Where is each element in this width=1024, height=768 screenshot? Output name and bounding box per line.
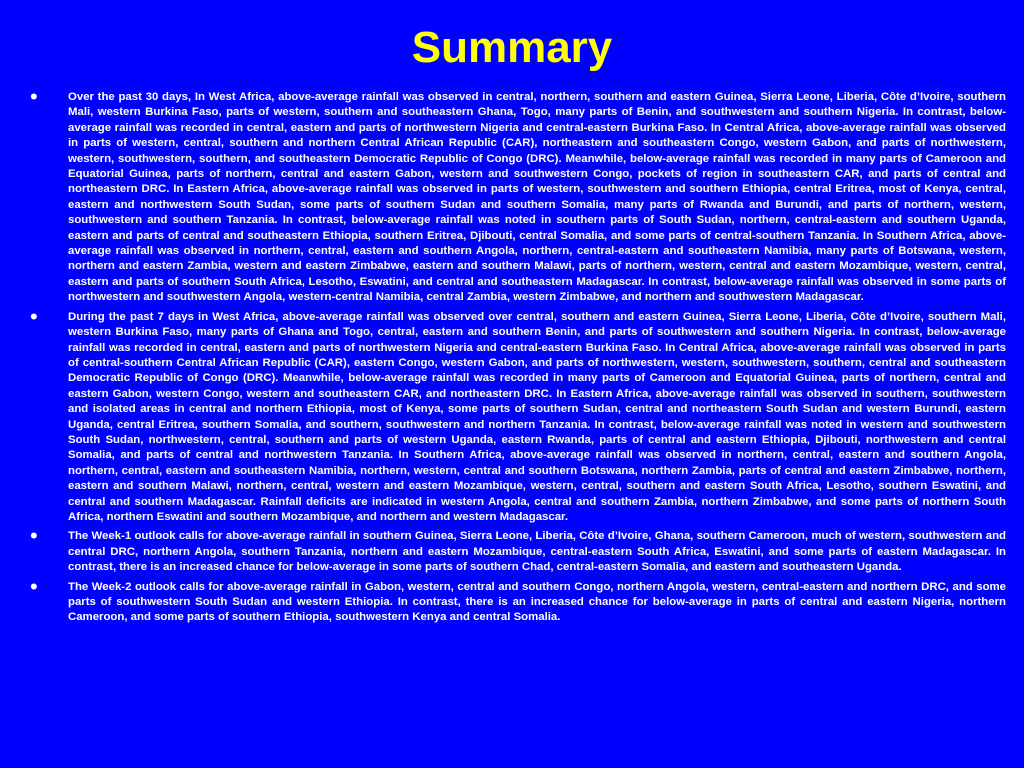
slide-title: Summary bbox=[411, 23, 613, 72]
bullet-item-week1 bbox=[30, 523, 1006, 575]
bullet-icon: • bbox=[30, 573, 38, 599]
bullet-item-7day bbox=[30, 303, 1006, 526]
bullet-text-week1: The Week-1 outlook calls for above-average rainfall in southern Guinea, Sierra Leone, Liberia, Côte d’Ivoire, Ghana, southern Cameroon, much of western, southwestern and central DRC, northern Angola, southern Tanzania, northern and eastern Mozambique, central-eastern South Africa, Eswatini, and some parts of eastern Madagascar. In contrast, there is an increased chance for below-average in some parts of southern Chad, central-eastern Somalia, and eastern and southeastern Uganda. bbox=[68, 530, 1006, 574]
bullet-text-week2: The Week-2 outlook calls for above-average rainfall in Gabon, western, central and southern Congo, northern Angola, western, central-eastern and northern DRC, and some parts of southwestern South Sudan and western Ethiopia. In contrast, there is an increased chance for below-average in parts of central and eastern Nigeria, northern Cameroon, and some parts of southern Ethiopia, southwestern Kenya and central Somalia. bbox=[68, 580, 1006, 624]
bullet-icon: • bbox=[30, 303, 38, 329]
bullet-list bbox=[30, 84, 1006, 630]
bullet-icon: • bbox=[30, 84, 38, 109]
bullet-text-30day: Over the past 30 days, In West Africa, above-average rainfall was observed in central, northern, southern and eastern Guinea, Sierra Leone, Liberia, Côte d’Ivoire, southern Mali, western Burkina Faso, parts of western, southern and southeastern Ghana, Togo, many parts of Benin, and southwestern and southern Nigeria. In contrast, below-average rainfall was recorded in central, eastern and parts of northwestern Nigeria and central-eastern Burkina Faso. In Central Africa, above-average rainfall was observed in parts of western, central, southern and northern Central African Republic (CAR), northeastern and southeastern Congo, western Gabon, and parts of northwestern, western, southwestern, southern, and southeastern Democratic Republic of Congo (DRC). Meanwhile, below-average rainfall was recorded in many parts of Cameroon and Equatorial Guinea, parts of northern, central and eastern Gabon, western and southwestern Congo, pockets of region in southeastern CAR, and parts of central and northeastern DRC. In Eastern Africa, above-average rainfall was observed in parts of western, southwestern and southern Ethiopia, central Eritrea, most of Kenya, central, eastern and northwestern South Sudan, some parts of southern Sudan and southern Somalia, many parts of Rwanda and Burundi, and parts of northern, western, southwestern and southern Tanzania. In contrast, below-average rainfall was noted in southern parts of South Sudan, northern, central-eastern and southern Uganda, eastern and parts of central and southeastern Ethiopia, southern Eritrea, Djibouti, central Somalia, and some parts of central-southern Tanzania. In Southern Africa, above-average rainfall was observed in northern, central, eastern and southern Angola, northern, central-eastern and southeastern Namibia, many parts of Botswana, western, northern and eastern Zambia, western and eastern Zimbabwe, eastern and southern Malawi, parts of northern, western, central and eastern Mozambique, western, central, eastern and parts of southern South Africa, Lesotho, Eswatini, and central and southeastern Madagascar. In contrast, below-average rainfall was observed in some parts of northwestern and southwestern Angola, western-central Namibia, central Zambia, western Zimbabwe, and northern and southwestern Madagascar. bbox=[68, 91, 1006, 304]
bullet-text-7day: During the past 7 days in West Africa, above-average rainfall was observed over central, southern and eastern Guinea, Sierra Leone, Liberia, Côte d’Ivoire, southern Mali, western Burkina Faso, many parts of Ghana and Togo, central, eastern and southern Benin, and parts of southwestern and southern Nigeria. In contrast, below-average rainfall was recorded in central, eastern and parts of northwestern Nigeria and central-eastern Burkina Faso. In Central Africa, above-average rainfall was observed in parts of central-southern Central African Republic (CAR), eastern Congo, western Gabon, and parts of northwestern, western, southwestern, southern, central and southeastern Democratic Republic of Congo (DRC). Meanwhile, below-average rainfall was recorded in many parts of Cameroon and Equatorial Guinea, parts of northern, central and eastern Gabon, western Congo, western and southeastern CAR, and northeastern DRC. In Eastern Africa, above-average rainfall was observed in southern, southwestern and isolated areas in central and northern Ethiopia, most of Kenya, some parts of southern Sudan, central and northeastern South Sudan and western Burundi, eastern Uganda, central Eritrea, southern Somalia, and southern, southwestern and northern Tanzania. In contrast, below-average rainfall was noted in western and southwestern South Sudan, northwestern, central, southern and parts of western Uganda, eastern Rwanda, parts of central and eastern Ethiopia, Djibouti, northwestern and central Somalia, and parts of central and northwestern Tanzania. In Southern Africa, above-average rainfall was observed in northern, central, eastern and southern Angola, northern, central, eastern and southeastern Namibia, northern, western, central and southern Botswana, northern Zambia, parts of central and eastern Zimbabwe, northern, eastern and southern Malawi, northern, central, western and eastern Mozambique, western, central, southern and eastern South Africa, Lesotho, southern Eswatini, and central and southern Madagascar. Rainfall deficits are indicated in western Angola, central and southern Zambia, northern Zimbabwe, and some parts of northern South Africa, northern Eswatini and southern Mozambique, and northern and western Madagascar. bbox=[68, 310, 1006, 523]
bullet-item-week2 bbox=[30, 573, 1006, 626]
bullet-icon: • bbox=[30, 523, 38, 549]
bullet-item-30day bbox=[30, 84, 1006, 306]
